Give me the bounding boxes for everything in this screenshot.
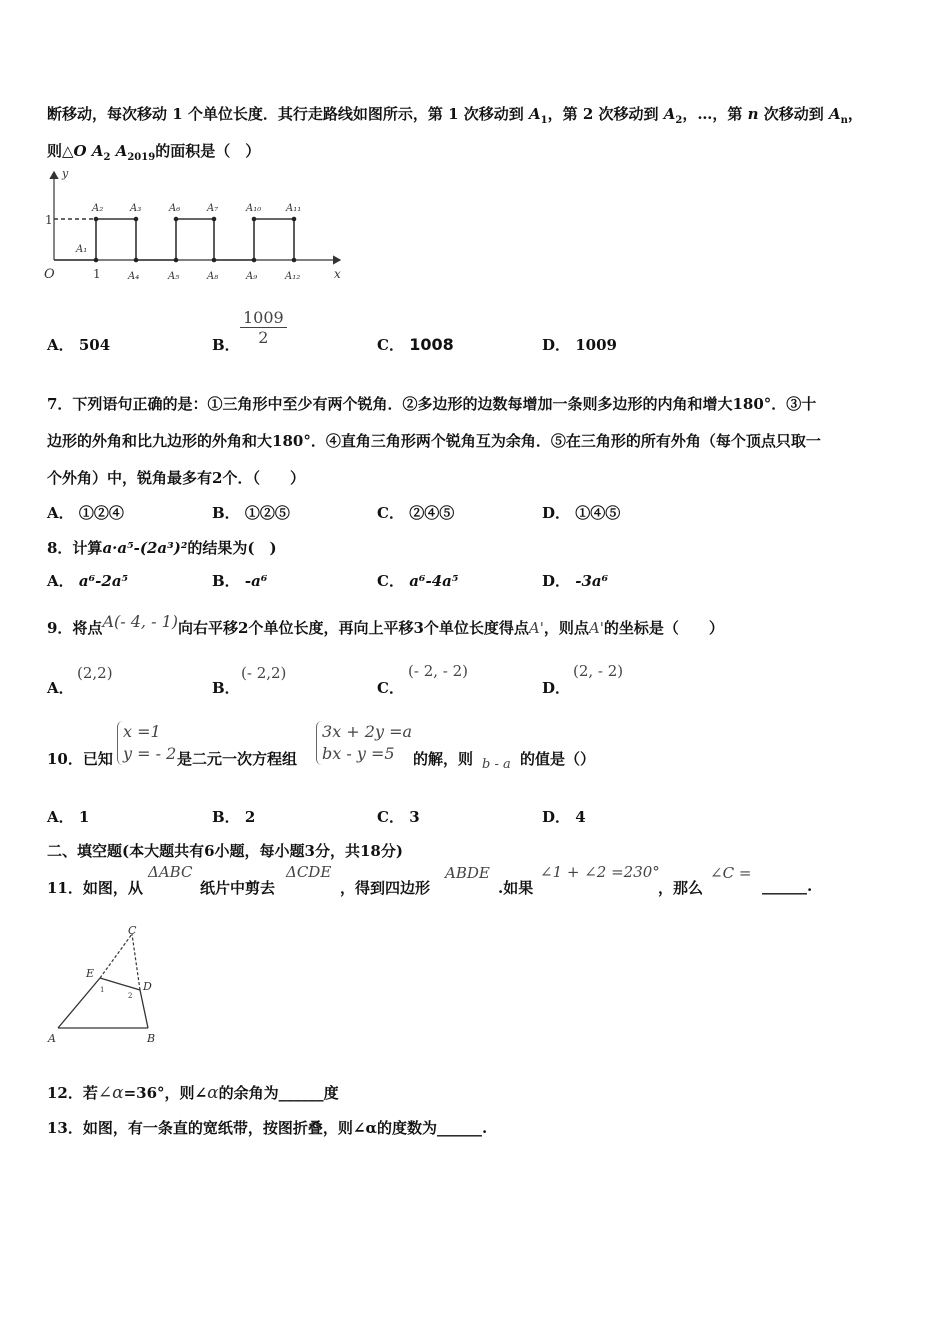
origin-label: O: [44, 267, 55, 282]
q11-ask: ∠C =: [710, 864, 752, 882]
q11-condition: ∠1 + ∠2 =230°: [540, 863, 660, 881]
q9-stem: 9．将点A(- 4, - 1)向右平移2个单位长度，再向上平移3个单位长度得点A'，则点A'的坐标是（ ）: [47, 612, 724, 637]
q8-option-d[interactable]: D． -3a⁶: [542, 572, 609, 590]
q10-option-c[interactable]: C． 3: [377, 808, 420, 826]
point-label: A₁: [76, 244, 88, 255]
q11-mid3: .如果: [498, 879, 534, 897]
q10-mid: 是二元一次方程组: [177, 750, 298, 768]
q9-option-b[interactable]: B．: [212, 679, 240, 697]
q9-option-d-value: (2, - 2): [573, 662, 624, 680]
q7-line-2: 边形的外角和比九边形的外角和大180°．④直角三角形两个锐角互为余角．⑤在三角形的所有外角（每个顶点只取一: [47, 432, 821, 450]
q6-option-d[interactable]: D． 1009: [542, 336, 617, 354]
q10-equation-system: 3x + 2y =a bx - y =5: [316, 721, 412, 765]
q9-option-c[interactable]: C．: [377, 679, 404, 697]
point-label: A₄: [128, 271, 140, 282]
q10-expr: b - a: [482, 757, 511, 772]
q6-line-2: 则△O $A_2$ $A_{2019}$的面积是（ ）: [47, 142, 261, 163]
q10-prefix: 10．已知: [47, 750, 113, 768]
q12-stem: 12．若∠α=36°，则∠α的余角为______度: [47, 1083, 339, 1103]
angle-2-label: 2: [128, 992, 133, 1000]
q7-option-a[interactable]: A． ①②④: [47, 504, 124, 522]
point-label: A₃: [130, 203, 142, 214]
point-label: A₆: [169, 203, 181, 214]
q10-mid2: 的解，则: [413, 750, 474, 768]
q7-option-d[interactable]: D． ①④⑤: [542, 504, 621, 522]
q11-mid4: ，那么: [658, 879, 704, 897]
q9-option-a[interactable]: A．: [47, 679, 74, 697]
q11-mid2: ，得到四边形: [340, 879, 431, 897]
q6-option-b-fraction: $\frac{1009}{2}$: [240, 308, 287, 347]
q11-mid1: 纸片中剪去: [200, 879, 276, 897]
q8-option-c[interactable]: C． a⁶-4a⁵: [377, 572, 459, 590]
vertex-e-label: E: [86, 967, 95, 980]
q10-suffix: 的值是（）: [520, 750, 596, 768]
vertex-c-label: C: [128, 924, 137, 937]
q7-option-b[interactable]: B． ①②⑤: [212, 504, 290, 522]
q11-tri2: ΔCDE: [286, 863, 332, 881]
q8-option-a[interactable]: A． a⁶-2a⁵: [47, 572, 129, 590]
point-label: A₈: [207, 271, 219, 282]
q8-stem: 8．计算a·a⁵-(2a³)²的结果为( ): [47, 539, 277, 557]
point-label: A₁₀: [246, 203, 262, 214]
q12-blank[interactable]: ______: [278, 1084, 324, 1102]
q10-option-a[interactable]: A． 1: [47, 808, 90, 826]
q11-triangle-figure: [40, 920, 170, 1050]
q6-option-a[interactable]: A． 504: [47, 336, 111, 354]
q13-stem: 13．如图，有一条直的宽纸带，按图折叠，则∠α的度数为______.: [47, 1119, 488, 1137]
point-label: A₉: [246, 271, 258, 282]
q7-line-1: 7．下列语句正确的是：①三角形中至少有两个锐角．②多边形的边数每增加一条则多边形的内角和增大180°．③十: [47, 395, 817, 413]
point-label: A₂: [92, 203, 104, 214]
q6-line-1: 断移动，每次移动 1 个单位长度．其行走路线如图所示，第 1 次移动到 $A_1$，第 2 次移动到 $A_2$，…，第 n 次移动到 $A_n$，: [47, 105, 863, 126]
q13-blank[interactable]: ______: [437, 1119, 482, 1137]
vertex-d-label: D: [143, 980, 152, 993]
point-label: A₇: [207, 203, 219, 214]
point-label: A₁₂: [285, 271, 301, 282]
angle-1-label: 1: [100, 986, 105, 994]
point-label: A₅: [168, 271, 180, 282]
x-axis-label: x: [334, 267, 341, 281]
q6-path-figure: [40, 168, 350, 288]
section-2-title: 二、填空题(本大题共有6小题，每小题3分，共18分): [47, 842, 403, 860]
q6-option-b[interactable]: B．: [212, 336, 240, 354]
q6-option-c[interactable]: C． 1008: [377, 335, 454, 354]
q9-option-b-value: (- 2,2): [241, 664, 287, 682]
q7-option-c[interactable]: C． ②④⑤: [377, 504, 455, 522]
q7-line-3: 个外角）中，锐角最多有2个．（ ）: [47, 469, 305, 487]
q11-prefix: 11．如图，从: [47, 879, 143, 897]
q10-option-d[interactable]: D． 4: [542, 808, 586, 826]
q8-option-b[interactable]: B． -a⁶: [212, 572, 268, 590]
y-tick-1: 1: [45, 213, 53, 227]
q10-option-b[interactable]: B． 2: [212, 808, 256, 826]
q11-quad: ABDE: [445, 864, 490, 882]
q9-option-d[interactable]: D．: [542, 679, 571, 697]
x-tick-1: 1: [93, 267, 101, 281]
q11-blank[interactable]: ______.: [762, 877, 813, 895]
y-axis-label: y: [62, 168, 69, 180]
q9-option-a-value: (2,2): [77, 664, 113, 682]
q11-tri1: ΔABC: [148, 863, 193, 881]
q9-option-c-value: (- 2, - 2): [408, 662, 468, 680]
q10-solution-system: x =1 y = - 2: [117, 721, 176, 765]
point-label: A₁₁: [286, 203, 302, 214]
vertex-a-label: A: [48, 1032, 56, 1045]
vertex-b-label: B: [147, 1032, 156, 1045]
